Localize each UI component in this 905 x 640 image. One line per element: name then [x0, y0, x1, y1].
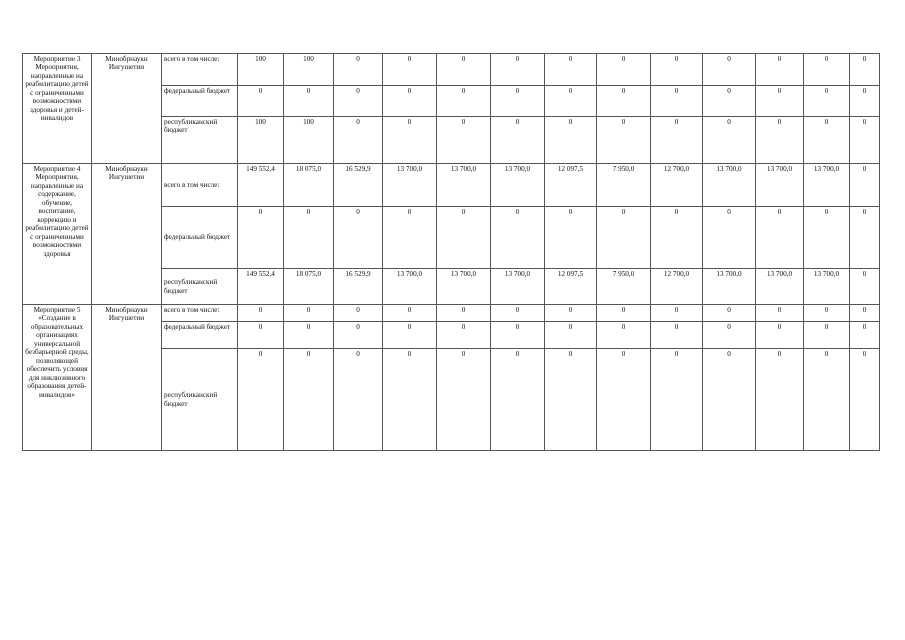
funding-value: 0: [703, 54, 756, 86]
funding-value: 0: [334, 207, 383, 269]
funding-value: 0: [651, 322, 703, 349]
funding-value: 0: [491, 349, 545, 451]
funding-value: 0: [804, 207, 850, 269]
funding-value: 13 700,0: [756, 164, 804, 207]
table-row: [23, 54, 880, 86]
funding-value: 0: [437, 322, 491, 349]
funding-value: 0: [437, 54, 491, 86]
funding-value: 0: [597, 54, 651, 86]
funding-source: всего в том числе:: [162, 305, 238, 322]
funding-value: 0: [756, 207, 804, 269]
funding-value: 0: [850, 54, 880, 86]
funding-value: 12 700,0: [651, 269, 703, 305]
funding-value: 18 075,0: [284, 269, 334, 305]
funding-value: 12 097,5: [545, 269, 597, 305]
funding-value: 0: [756, 349, 804, 451]
funding-value: 0: [597, 117, 651, 164]
funding-value: 0: [703, 207, 756, 269]
funding-table: [22, 53, 880, 451]
funding-source: республиканский бюджет: [162, 117, 238, 164]
funding-value: 0: [850, 117, 880, 164]
funding-value: 0: [597, 305, 651, 322]
funding-value: 0: [238, 349, 284, 451]
table-row: [23, 305, 880, 322]
funding-value: 0: [383, 86, 437, 117]
measure-name: Мероприятие 4 Мероприятия, направленные на содержание, обучение, воспитание, коррекцию и реабилитацию детей с ограниченными возможностями здоровья: [23, 164, 92, 305]
funding-value: 0: [545, 117, 597, 164]
funding-value: 13 700,0: [383, 269, 437, 305]
funding-value: 0: [703, 305, 756, 322]
funding-value: 0: [651, 207, 703, 269]
funding-table-body: [23, 54, 880, 451]
funding-value: 0: [437, 117, 491, 164]
funding-value: 0: [651, 54, 703, 86]
funding-value: 0: [334, 86, 383, 117]
funding-value: 13 700,0: [491, 269, 545, 305]
responsible-executor: Минобрнауки Ингушетии: [92, 164, 162, 305]
funding-value: 0: [383, 54, 437, 86]
funding-value: 0: [850, 86, 880, 117]
funding-value: 13 700,0: [491, 164, 545, 207]
funding-value: 0: [334, 349, 383, 451]
funding-value: 12 700,0: [651, 164, 703, 207]
funding-value: 0: [703, 86, 756, 117]
funding-value: 100: [284, 54, 334, 86]
responsible-executor: Минобрнауки Ингушетии: [92, 305, 162, 451]
table-row: [23, 164, 880, 207]
funding-value: 0: [756, 305, 804, 322]
funding-value: 0: [334, 305, 383, 322]
responsible-executor: Минобрнауки Ингушетии: [92, 54, 162, 164]
funding-value: 0: [545, 305, 597, 322]
funding-value: 13 700,0: [804, 269, 850, 305]
funding-source: федеральный бюджет: [162, 207, 238, 269]
funding-value: 0: [850, 349, 880, 451]
funding-value: 12 097,5: [545, 164, 597, 207]
funding-value: 100: [238, 117, 284, 164]
funding-value: 0: [334, 322, 383, 349]
funding-value: 149 552,4: [238, 269, 284, 305]
funding-value: 0: [383, 322, 437, 349]
funding-value: 0: [804, 86, 850, 117]
funding-value: 7 950,0: [597, 164, 651, 207]
funding-value: 0: [383, 207, 437, 269]
funding-value: 0: [383, 349, 437, 451]
funding-source: федеральный бюджет: [162, 86, 238, 117]
funding-value: 0: [437, 207, 491, 269]
funding-value: 100: [238, 54, 284, 86]
funding-value: 0: [437, 86, 491, 117]
funding-value: 0: [850, 269, 880, 305]
funding-value: 13 700,0: [437, 164, 491, 207]
funding-value: 0: [545, 322, 597, 349]
funding-source: всего в том числе:: [162, 54, 238, 86]
funding-value: 0: [491, 207, 545, 269]
funding-value: 0: [756, 54, 804, 86]
funding-value: 0: [850, 305, 880, 322]
funding-value: 0: [491, 117, 545, 164]
funding-value: 0: [756, 322, 804, 349]
funding-value: 0: [651, 305, 703, 322]
funding-value: 0: [756, 117, 804, 164]
funding-value: 0: [284, 322, 334, 349]
funding-value: 0: [284, 207, 334, 269]
funding-value: 13 700,0: [437, 269, 491, 305]
funding-value: 0: [334, 54, 383, 86]
funding-value: 16 529,9: [334, 269, 383, 305]
funding-value: 0: [597, 322, 651, 349]
funding-value: 0: [238, 86, 284, 117]
funding-value: 0: [284, 305, 334, 322]
funding-value: 0: [651, 349, 703, 451]
funding-source: федеральный бюджет: [162, 322, 238, 349]
funding-value: 0: [238, 322, 284, 349]
funding-value: 0: [383, 117, 437, 164]
funding-value: 0: [703, 117, 756, 164]
funding-source: всего в том числе:: [162, 164, 238, 207]
funding-value: 0: [437, 305, 491, 322]
funding-value: 0: [850, 207, 880, 269]
funding-value: 0: [491, 305, 545, 322]
funding-value: 0: [238, 207, 284, 269]
funding-value: 0: [651, 86, 703, 117]
funding-value: 0: [545, 54, 597, 86]
funding-value: 0: [850, 164, 880, 207]
funding-value: 100: [284, 117, 334, 164]
funding-value: 149 552,4: [238, 164, 284, 207]
funding-value: 18 075,0: [284, 164, 334, 207]
funding-value: 13 700,0: [703, 164, 756, 207]
funding-value: 0: [284, 349, 334, 451]
funding-value: 0: [437, 349, 491, 451]
funding-value: 0: [491, 54, 545, 86]
funding-value: 0: [651, 117, 703, 164]
funding-value: 0: [597, 86, 651, 117]
funding-value: 0: [545, 86, 597, 117]
funding-value: 0: [804, 322, 850, 349]
funding-value: 0: [284, 86, 334, 117]
funding-value: 13 700,0: [703, 269, 756, 305]
funding-value: 13 700,0: [756, 269, 804, 305]
funding-value: 0: [545, 349, 597, 451]
funding-value: 0: [804, 117, 850, 164]
funding-value: 0: [383, 305, 437, 322]
funding-value: 0: [491, 322, 545, 349]
measure-name: Мероприятие 5 «Создание в образовательных организациях универсальной безбарьерной среды, позволяющей обеспечить условия для инклюзивного образования детей-инвалидов»: [23, 305, 92, 451]
funding-value: 0: [804, 349, 850, 451]
funding-value: 0: [756, 86, 804, 117]
funding-value: 0: [703, 349, 756, 451]
measure-name: Мероприятие 3 Мероприятия, направленные на реабилитацию детей с ограниченными возможностями здоровья и детей-инвалидов: [23, 54, 92, 164]
funding-value: 0: [597, 207, 651, 269]
funding-value: 0: [491, 86, 545, 117]
funding-source: республиканский бюджет: [162, 349, 238, 451]
funding-value: 0: [334, 117, 383, 164]
funding-value: 7 950,0: [597, 269, 651, 305]
funding-value: 0: [804, 54, 850, 86]
funding-value: 0: [597, 349, 651, 451]
funding-value: 16 529,9: [334, 164, 383, 207]
funding-value: 0: [238, 305, 284, 322]
funding-value: 13 700,0: [383, 164, 437, 207]
funding-source: республиканский бюджет: [162, 269, 238, 305]
funding-value: 0: [804, 305, 850, 322]
funding-value: 0: [545, 207, 597, 269]
funding-value: 0: [703, 322, 756, 349]
funding-value: 0: [850, 322, 880, 349]
funding-value: 13 700,0: [804, 164, 850, 207]
